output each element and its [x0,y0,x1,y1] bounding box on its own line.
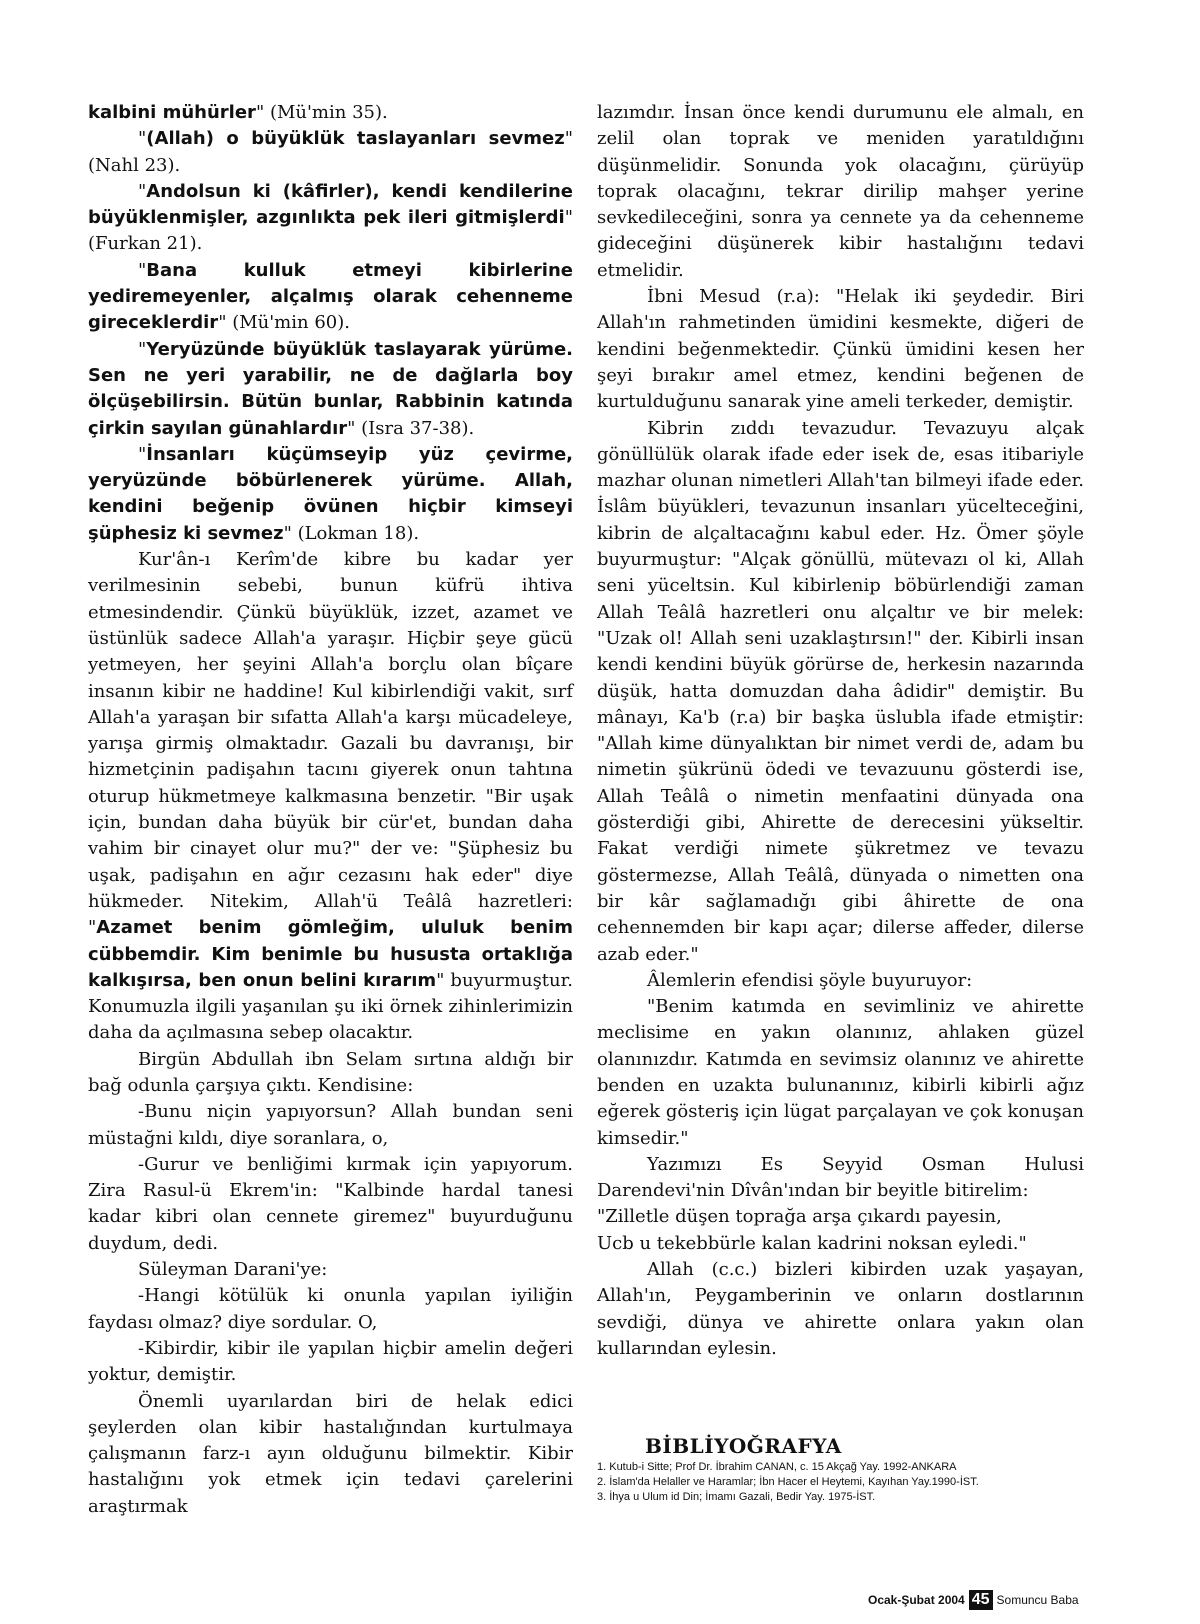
bold-quote-text: Yeryüzünde büyüklük taslayarak yürüme. Sen ne yeri yarabilir, ne de dağlarla boy ölçüşebilirsin. Bütün bunlar, Rabbinin katında çirkin sayılan günahlardır [88,338,573,439]
bold-quote-text: Azamet benim gömleğim, ululuk benim cübbemdir. Kim benimle bu hususta ortaklığa kalkışırsa, ben onun belini kırarım [88,917,573,991]
text-run: "Zilletle düşen toprağa arşa çıkardı payesin, [597,1206,1002,1228]
text-run: " (Lokman 18). [283,522,420,544]
text-run: Birgün Abdullah ibn Selam sırtına aldığı bir bağ odunla çarşıya çıktı. Kendisine: [88,1048,573,1096]
paragraph [88,126,573,179]
text-run: Allah (c.c.) bizleri kibirden uzak yaşayan, Allah'ın, Peygamberinin ve onların dostlarının sevdiği, dünya ve ahirette onlara yakın olan kullarından eylesin. [597,1259,1084,1359]
text-run: " (Nahl 23). [88,128,573,176]
text-run: " (Mü'min 35). [255,102,388,123]
paragraph [88,1099,573,1152]
text-run: Kur'ân-ı Kerîm'de kibre bu kadar yer verilmesinin sebebi, bunun küfrü ihtiva etmesindendir. Çünkü büyüklük, izzet, azamet ve üstünlük sadece Allah'a yaraşır. Hiçbir şeye gücü yetmeyen, her şeyini Allah'a borçlu olan bîçare insanın kibir ne haddine! Kul kibirlendiği vakit, sırf Allah'a yaraşan bir sıfatta Allah'a karşı mücadeleye, yarışa girmiş olmaktadır. Gazali bu davranışı, bir hizmetçinin padişahın tacını giyerek onun tahtına oturup hükmetmeye kalkmasına benzetir. "Bir uşak için, bundan daha büyük bir cür'et, bundan daha vahim bir cinayet olur mu?" der ve: "Şüphesiz bu uşak, padişahın en ağır cezasını hak eder" diye hükmeder. Nitekim, Allah'ü Teâlâ hazretleri: " [88,549,573,939]
paragraph [597,100,1084,284]
bibliography-item: 2. İslam'da Helaller ve Haramlar; İbn Hacer el Heytemi, Kayıhan Yay.1990-İST. [597,1476,979,1488]
text-run: " (Isra 37-38). [347,417,475,439]
text-run: -Kibirdir, kibir ile yapılan hiçbir amelin değeri yoktur, demiştir. [88,1337,573,1386]
paragraph [88,1336,573,1389]
paragraph [597,968,1084,994]
paragraph [597,416,1084,968]
paragraph [597,1204,1084,1230]
text-run: Ucb u tekebbürle kalan kadrini noksan eyledi." [597,1232,1027,1254]
bibliography-item: 1. Kutub-i Sitte; Prof Dr. İbrahim CANAN, c. 15 Akçağ Yay. 1992-ANKARA [597,1461,957,1473]
paragraph [88,1389,573,1520]
bold-quote-text: kalbini mühürler [88,102,256,123]
bibliography-section [597,1434,1087,1505]
bibliography-item: 3. İhya u Ulum id Din; İmamı Gazali, Bedir Yay. 1975-İST. [597,1491,876,1503]
right-text-column [597,100,1084,1362]
paragraph [88,1257,573,1283]
paragraph [597,1152,1084,1205]
text-run: " buyurmuştur. Konumuzla ilgili yaşanılan şu iki örnek zihinlerimizin daha da açılmasına sebep olacaktır. [88,969,573,1044]
text-run: " [138,128,147,150]
text-run: -Gurur ve benliğimi kırmak için yapıyorum. Zira Rasul-ü Ekrem'in: "Kalbinde hardal tanesi kadar kibri olan cennete giremez" buyurduğunu duydum, dedi. [88,1153,573,1254]
text-run: " (Furkan 21). [88,207,573,255]
text-run: " [138,338,147,360]
text-run: Âlemlerin efendisi şöyle buyuruyor: [647,969,973,991]
page-number: 45 [969,1590,993,1610]
paragraph [597,284,1084,415]
text-run: Kibrin zıddı tevazudur. Tevazuyu alçak gönüllülük olarak ifade eder isek de, esas itibariyle mazhar olunan nimetleri Allah'tan bilmeyi ifade eder. İslâm büyükleri, tevazunun insanları yücelteceğini, kibrin de alçaltacağını kabul eder. Hz. Ömer şöyle buyurmuştur: "Alçak gönüllü, mütevazı ol ki, Allah seni yüceltsin. Kul kibirlenip böbürlendiği zaman Allah Teâlâ hazretleri onu alçaltır ve bir melek: "Uzak ol! Allah seni uzaklaştırsın!" der. Kibirli insan kendi kendini büyük görürse de, herkesin nazarında düşük, hatta domuzdan daha âdidir" demiştir. Bu mânayı, Ka'b (r.a) bir başka üslubla ifade etmiştir: "Allah kime dünyalıktan bir nimet verdi de, adam bu nimetin şükrünü ödedi ve tevazuunu gösterdi ise, Allah Teâlâ o nimetin menfaatini dünyada ona gösterdiği gibi, Ahirette de derecesini yükseltir. Fakat verdiği nimete şükretmez ve tevazu göstermezse, Allah Teâlâ, dünyada o nimetten ona bir kâr sağlamadığı gibi âhirette de ona cehennemden bir kapı açar; dilerse affeder, dilerse azab eder." [597,417,1084,965]
text-run: "Benim katımda en sevimliniz ve ahirette meclisime en yakın olanınız, ahlaken güzel olanınızdır. Katımda en sevimsiz olanınız ve ahirette benden en uzakta bulunanınız, kibirli kibirli ağız eğerek gösteriş için lügat parçalayan ve çok konuşan kimsedir." [597,996,1084,1149]
text-run: Yazımızı Es Seyyid Osman Hulusi Darendevi'nin Dîvân'ından bir beyitle bitirelim: [597,1153,1084,1202]
paragraph [88,100,573,126]
issue-date: Ocak-Şubat 2004 [868,1593,965,1607]
text-run: İbni Mesud (r.a): "Helak iki şeydedir. Biri Allah'ın rahmetinden ümidini kesmekte, diğeri de kendini beğenmektedir. Çünkü ümidini kesen her şeyi bırakır amel etmez, kendini beğenen de kurtulduğunu sanarak yine ameli terkeder, demiştir. [597,286,1084,413]
left-text-column [88,100,573,1520]
paragraph [88,179,573,258]
text-run: Önemli uyarılardan biri de helak edici şeylerden olan kibir hastalığından kurtulmaya çalışmanın farz-ı ayın olduğunu bilmektir. Kibir hastalığını yok etmek için tedavi çarelerini araştırmak [88,1390,573,1517]
paragraph [88,1047,573,1100]
text-run: " [138,180,147,202]
bold-quote-text: (Allah) o büyüklük taslayanları sevmez [146,128,565,150]
page-footer [868,1590,1079,1610]
text-run: lazımdır. İnsan önce kendi durumunu ele almalı, en zelil olan toprak ve meniden yaratıldığını düşünmelidir. Sonunda yok olacağını, çürüyüp toprak olacağını, tekrar dirilip mahşer yerine sevkedileceğini, sonra ya cennete ya da cehenneme gideceğini düşünerek kibir hastalığını tedavi etmelidir. [597,102,1084,281]
bold-quote-text: Andolsun ki (kâfirler), kendi kendilerine büyüklenmişler, azgınlıkta pek ileri gitmişlerdi [88,180,573,229]
text-run: -Bunu niçin yapıyorsun? Allah bundan seni müstağni kıldı, diye soranlara, o, [88,1101,573,1149]
paragraph [88,547,573,1047]
text-run: " [138,443,147,465]
bibliography-list [597,1460,1087,1505]
text-run: -Hangi kötülük ki onunla yapılan iyiliğin faydası olmaz? diye sordular. O, [88,1285,573,1333]
paragraph [88,1283,573,1336]
magazine-name: Somuncu Baba [996,1593,1079,1607]
text-run: " (Mü'min 60). [218,312,350,334]
paragraph [88,442,573,547]
paragraph [88,1152,573,1257]
text-run: Süleyman Darani'ye: [138,1259,328,1281]
paragraph [88,258,573,337]
text-run: " [138,259,147,281]
bibliography-title: BİBLİYOĞRAFYA [645,1434,842,1458]
bold-quote-text: İnsanları küçümseyip yüz çevirme, yeryüzünde böbürlenerek yürüme. Allah, kendini beğenip övünen hiçbir kimseyi şüphesiz ki sevmez [88,443,573,544]
bold-quote-text: Bana kulluk etmeyi kibirlerine yediremeyenler, alçalmış olarak cehenneme gireceklerdir [88,259,573,334]
paragraph [597,994,1084,1152]
paragraph [88,337,573,442]
paragraph [597,1231,1084,1257]
paragraph [597,1257,1084,1362]
